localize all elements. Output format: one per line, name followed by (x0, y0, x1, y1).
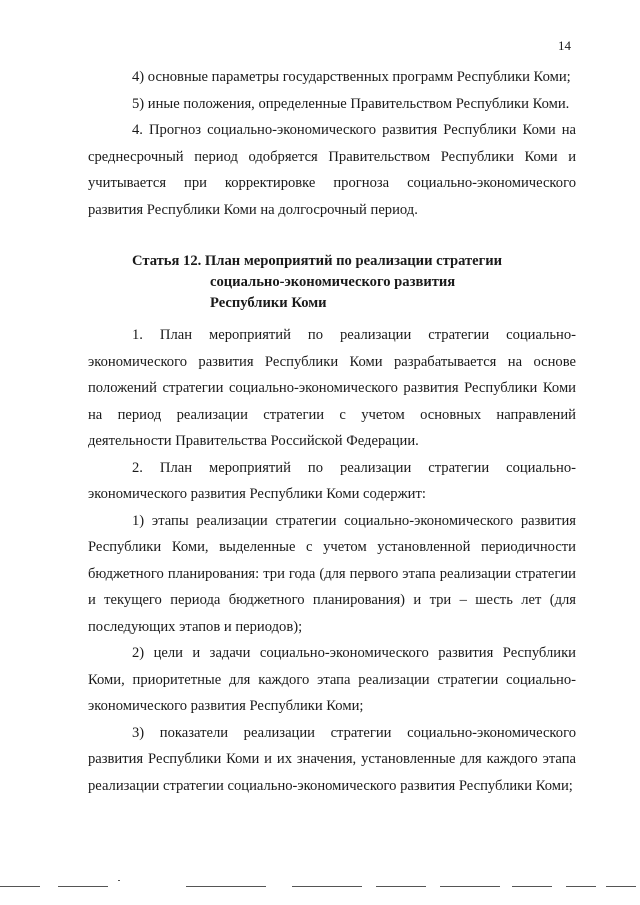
document-body (88, 64, 576, 799)
paragraph-clause-1: 1. План мероприятий по реализации стратегии социально-экономического развития Республики Коми разрабатывается на основе положений стратегии социально-экономического развития Республики Коми на период реализации стратегии с учетом основных направлений деятельности Правительства Российской Федерации. (88, 327, 576, 449)
article-heading-line-3: Республики Коми (210, 295, 327, 311)
paragraph-clause-4: 4. Прогноз социально-экономического развития Республики Коми на среднесрочный период одобряется Правительством Республики Коми и учитывается при корректировке прогноза социально-экономического развития Республики Коми на долгосрочный период. (88, 122, 576, 218)
paragraph-subitem-2: 2) цели и задачи социально-экономического развития Республики Коми, приоритетные для каждого этапа реализации стратегии социально-экономического развития Республики Коми; (88, 645, 576, 714)
page-number: 14 (558, 38, 571, 53)
footer-rule (0, 886, 640, 898)
paragraph-item-4: 4) основные параметры государственных программ Республики Коми; (132, 69, 571, 85)
article-heading-line-1: Статья 12. План мероприятий по реализации стратегии (132, 253, 503, 269)
paragraph-subitem-3: 3) показатели реализации стратегии социально-экономического развития Республики Коми и их значения, установленные для каждого этапа реализации стратегии социально-экономического развития Республики Коми; (88, 724, 576, 794)
paragraph-clause-2: 2. План мероприятий по реализации стратегии социально-экономического развития Республики Коми содержит: (88, 459, 576, 502)
paragraph-subitem-1: 1) этапы реализации стратегии социально-экономического развития Республики Коми, выделенные с учетом установленной периодичности бюджетного планирования: три года (для первого этапа реализации стратегии и текущего периода бюджетного планирования) и три – шесть лет (для последующих этапов и периодов); (88, 512, 576, 635)
paragraph-item-5: 5) иные положения, определенные Правительством Республики Коми. (132, 95, 570, 112)
article-heading-line-2: социально-экономического развития (210, 274, 456, 290)
article-heading (88, 251, 576, 314)
